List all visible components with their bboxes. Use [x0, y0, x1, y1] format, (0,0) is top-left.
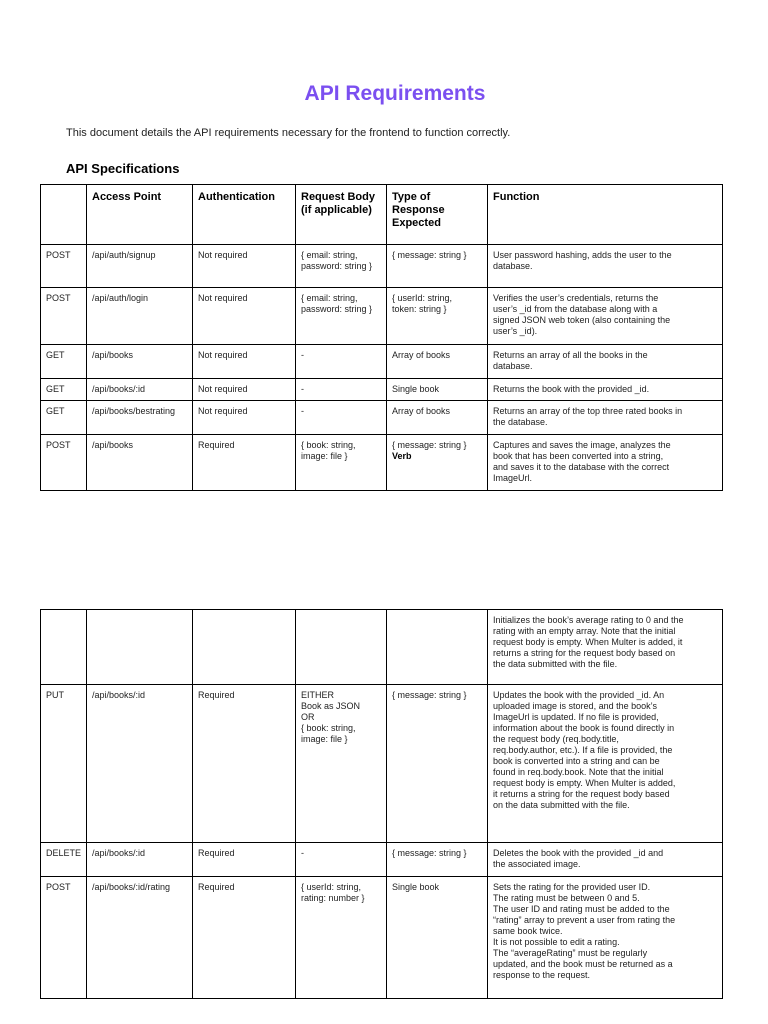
function-cell-line: ImageUrl.: [493, 473, 533, 483]
request-body-cell-line: rating: number }: [301, 893, 365, 903]
method-cell: [41, 610, 87, 685]
function-cell-line: The “averageRating” must be regularly: [493, 948, 648, 958]
table-row: [41, 245, 723, 288]
request-body-cell: [296, 345, 387, 379]
intro-paragraph: This document details the API requirements necessary for the frontend to function correctly.: [66, 127, 511, 139]
authentication-cell: Not required: [193, 401, 296, 435]
function-cell-line: on the data submitted with the file.: [493, 800, 630, 810]
request-body-cell-line: { book: string,: [301, 440, 356, 450]
access-point-cell: /api/books/bestrating: [87, 401, 193, 435]
request-body-cell-line: image: file }: [301, 734, 348, 744]
function-cell-line: the request body (req.body.title,: [493, 734, 619, 744]
function-cell-line: it returns a string for the request body based: [493, 789, 670, 799]
access-point-cell: /api/books/:id/rating: [87, 877, 193, 999]
function-cell-line: request body is empty. When Multer is added, it: [493, 637, 683, 647]
function-cell-line: Sets the rating for the provided user ID.: [493, 882, 651, 892]
response-type-cell-bold-line: Verb: [392, 451, 412, 461]
method-cell: POST: [41, 435, 87, 491]
request-body-cell: [296, 401, 387, 435]
response-type-cell: [387, 288, 488, 345]
request-body-cell-line: { email: string,: [301, 293, 358, 303]
method-cell: POST: [41, 245, 87, 288]
function-cell-line: ImageUrl is updated. If no file is provided,: [493, 712, 659, 722]
function-cell-line: User password hashing, adds the user to the: [493, 250, 672, 260]
function-cell-line: information about the book is found directly in: [493, 723, 675, 733]
request-body-cell: [296, 877, 387, 999]
authentication-cell: Not required: [193, 379, 296, 401]
function-cell-line: Returns an array of all the books in the: [493, 350, 648, 360]
function-cell: [488, 379, 723, 401]
response-type-cell-line: token: string }: [392, 304, 447, 314]
function-cell-line: and saves it to the database with the correct: [493, 462, 670, 472]
function-cell-line: the data submitted with the file.: [493, 659, 618, 669]
table-row: [41, 288, 723, 345]
response-type-cell-line: Array of books: [392, 406, 451, 416]
api-spec-table: [40, 184, 723, 491]
page-title: API Requirements: [304, 82, 486, 105]
function-cell: [488, 610, 723, 685]
response-type-cell: [387, 685, 488, 843]
function-cell-line: database.: [493, 261, 533, 271]
function-cell-line: Returns the book with the provided _id.: [493, 384, 650, 394]
authentication-cell: Not required: [193, 245, 296, 288]
request-body-cell: [296, 843, 387, 877]
method-cell: POST: [41, 877, 87, 999]
function-cell: [488, 401, 723, 435]
header-request-body: Request Body (if applicable): [296, 185, 387, 245]
access-point-cell: /api/books/:id: [87, 843, 193, 877]
request-body-cell-line: { email: string,: [301, 250, 358, 260]
function-cell-line: rating with an empty array. Note that the initial: [493, 626, 676, 636]
function-cell-line: user’s _id from the database along with a: [493, 304, 658, 314]
table-row: [41, 610, 723, 685]
response-type-cell: [387, 877, 488, 999]
function-cell-line: the database.: [493, 417, 548, 427]
authentication-cell: Required: [193, 435, 296, 491]
access-point-cell: [87, 610, 193, 685]
function-cell-line: Deletes the book with the provided _id and: [493, 848, 664, 858]
response-type-cell-line: { message: string }: [392, 250, 467, 260]
function-cell-line: returns a string for the request body based on: [493, 648, 676, 658]
function-cell: [488, 685, 723, 843]
access-point-cell: /api/books: [87, 435, 193, 491]
table-row: [41, 843, 723, 877]
access-point-cell: /api/books/:id: [87, 379, 193, 401]
table-header-row: [41, 185, 723, 245]
authentication-cell: Required: [193, 877, 296, 999]
request-body-cell: [296, 245, 387, 288]
function-cell-line: uploaded image is stored, and the book’s: [493, 701, 657, 711]
header-response-type: Type of Response Expected: [387, 185, 488, 245]
access-point-cell: /api/auth/signup: [87, 245, 193, 288]
function-cell-line: book that has been converted into a string,: [493, 451, 664, 461]
function-cell-line: request body is empty. When Multer is added,: [493, 778, 676, 788]
request-body-cell: [296, 685, 387, 843]
table-row: [41, 345, 723, 379]
request-body-cell-line: password: string }: [301, 304, 373, 314]
access-point-cell: /api/auth/login: [87, 288, 193, 345]
response-type-cell: [387, 345, 488, 379]
function-cell-line: The user ID and rating must be added to the: [493, 904, 670, 914]
function-cell-line: The rating must be between 0 and 5.: [493, 893, 640, 903]
authentication-cell: Not required: [193, 345, 296, 379]
request-body-cell-line: -: [301, 384, 304, 394]
response-type-cell: [387, 379, 488, 401]
method-cell: DELETE: [41, 843, 87, 877]
request-body-cell: [296, 435, 387, 491]
method-cell: PUT: [41, 685, 87, 843]
response-type-cell-line: { message: string }: [392, 690, 467, 700]
function-cell-line: database.: [493, 361, 533, 371]
api-spec-table-continued: [40, 609, 723, 999]
function-cell-line: signed JSON web token (also containing the: [493, 315, 671, 325]
response-type-cell-line: Single book: [392, 384, 440, 394]
function-cell: [488, 843, 723, 877]
request-body-cell-line: { book: string,: [301, 723, 356, 733]
function-cell-line: req.body.author, etc.). If a file is provided, the: [493, 745, 673, 755]
method-cell: GET: [41, 379, 87, 401]
response-type-cell: [387, 401, 488, 435]
function-cell-line: book is converted into a string and can be: [493, 756, 660, 766]
request-body-cell-line: password: string }: [301, 261, 373, 271]
response-type-cell-line: { userId: string,: [392, 293, 453, 303]
function-cell-line: Updates the book with the provided _id. An: [493, 690, 665, 700]
table-row: [41, 401, 723, 435]
section-heading: API Specifications: [66, 161, 180, 176]
function-cell: [488, 435, 723, 491]
request-body-cell-line: EITHER: [301, 690, 335, 700]
response-type-cell: [387, 245, 488, 288]
table-row: [41, 379, 723, 401]
function-cell-line: It is not possible to edit a rating.: [493, 937, 620, 947]
authentication-cell: [193, 610, 296, 685]
table-row: [41, 435, 723, 491]
authentication-cell: Not required: [193, 288, 296, 345]
function-cell-line: found in req.body.book. Note that the initial: [493, 767, 664, 777]
request-body-cell-line: { userId: string,: [301, 882, 362, 892]
response-type-cell: [387, 435, 488, 491]
response-type-cell: [387, 843, 488, 877]
table-row: [41, 877, 723, 999]
method-cell: GET: [41, 345, 87, 379]
request-body-cell-line: -: [301, 848, 304, 858]
header-authentication: Authentication: [193, 185, 296, 245]
response-type-cell-line: Array of books: [392, 350, 451, 360]
authentication-cell: Required: [193, 843, 296, 877]
access-point-cell: /api/books: [87, 345, 193, 379]
method-cell: POST: [41, 288, 87, 345]
function-cell-line: response to the request.: [493, 970, 591, 980]
function-cell-line: same book twice.: [493, 926, 563, 936]
request-body-cell-line: OR: [301, 712, 315, 722]
header-method: [41, 185, 87, 245]
request-body-cell-line: image: file }: [301, 451, 348, 461]
request-body-cell: [296, 379, 387, 401]
function-cell-line: Verifies the user’s credentials, returns the: [493, 293, 659, 303]
access-point-cell: /api/books/:id: [87, 685, 193, 843]
function-cell: [488, 288, 723, 345]
function-cell-line: updated, and the book must be returned as a: [493, 959, 673, 969]
function-cell: [488, 245, 723, 288]
request-body-cell-line: Book as JSON: [301, 701, 361, 711]
request-body-cell: [296, 610, 387, 685]
function-cell-line: Returns an array of the top three rated books in: [493, 406, 683, 416]
method-cell: GET: [41, 401, 87, 435]
request-body-cell-line: -: [301, 406, 304, 416]
function-cell-line: “rating” array to prevent a user from rating the: [493, 915, 676, 925]
request-body-cell: [296, 288, 387, 345]
response-type-cell: [387, 610, 488, 685]
header-function: Function: [488, 185, 723, 245]
function-cell-line: Captures and saves the image, analyzes the: [493, 440, 671, 450]
header-access-point: Access Point: [87, 185, 193, 245]
request-body-cell-line: -: [301, 350, 304, 360]
function-cell: [488, 345, 723, 379]
function-cell-line: the associated image.: [493, 859, 581, 869]
function-cell: [488, 877, 723, 999]
function-cell-line: user’s _id).: [493, 326, 538, 336]
response-type-cell-line: { message: string }: [392, 440, 467, 450]
function-cell-line: Initializes the book’s average rating to 0 and the: [493, 615, 684, 625]
authentication-cell: Required: [193, 685, 296, 843]
table-row: [41, 685, 723, 843]
response-type-cell-line: { message: string }: [392, 848, 467, 858]
response-type-cell-line: Single book: [392, 882, 440, 892]
